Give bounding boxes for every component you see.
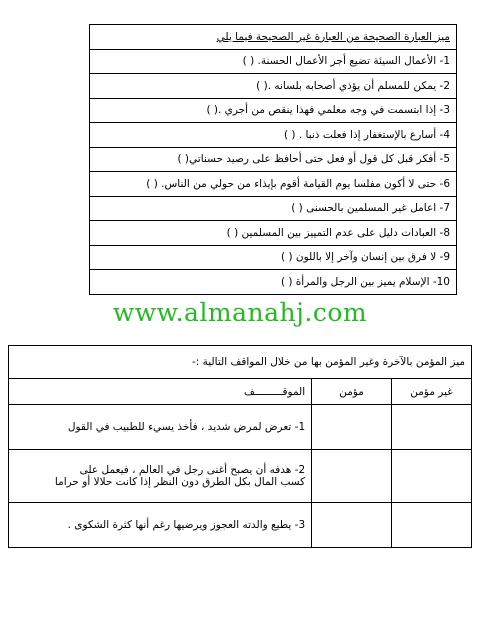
answer-nonbeliever-3[interactable]: [392, 503, 472, 548]
statement-1: 1- الأعمال السيئة تضيع أجر الأعمال الحسنة. ( ): [90, 49, 457, 74]
answer-nonbeliever-1[interactable]: [392, 405, 472, 450]
situation-3: [9, 503, 312, 548]
true-false-table: [89, 24, 457, 295]
situation-1-line1: 1- تعرض لمرض شديد ، فأخذ يسيء للطبيب في القول: [67, 421, 306, 433]
situation-3-line1: 3- يطيع والدته العجوز ويرضيها رغم أنها كثرة الشكوى .: [67, 519, 306, 531]
situation-2-line2: كسب المال بكل الطرق دون النظر إذا كانت حلالا أو حراما: [54, 476, 306, 488]
header-situation: الموقـــــــــف: [9, 379, 312, 405]
statement-2: 2- يمكن للمسلم أن يؤذي أصحابه بلسانه .( ): [90, 74, 457, 99]
statement-10: 10- الإسلام يميز بين الرجل والمرأة ( ): [90, 270, 457, 295]
section1-instruction: ميز العبارة الصحيحة من العبارة غير الصحيحة فيما يلي: [90, 25, 457, 50]
statement-6: 6- حتى لا أكون مفلسا يوم القيامة أقوم بإيذاء من حولي من الناس. ( ): [90, 172, 457, 197]
answer-believer-2[interactable]: [312, 450, 392, 503]
situation-2: [9, 450, 312, 503]
answer-believer-3[interactable]: [312, 503, 392, 548]
statement-3: 3- إذا ابتسمت في وجه معلمي فهذا ينقص من أجري .( ): [90, 98, 457, 123]
situation-2-line1: 2- هدفه أن يصبح أغنى رجل في العالم ، فيعمل على: [79, 464, 306, 476]
believer-classification-table: [8, 345, 472, 548]
answer-believer-1[interactable]: [312, 405, 392, 450]
statement-7: 7- اعامل غير المسلمين بالحسنى ( ): [90, 196, 457, 221]
statement-4: 4- أسارع بالإستغفار إذا فعلت ذنبا . ( ): [90, 123, 457, 148]
answer-nonbeliever-2[interactable]: [392, 450, 472, 503]
section2-instruction: ميز المؤمن بالآخرة وغير المؤمن بها من خلال المواقف التالية :-: [9, 346, 472, 379]
statement-8: 8- العبادات دليل على عدم التمييز بين المسلمين ( ): [90, 221, 457, 246]
statement-9: 9- لا فرق بين إنسان وآخر إلا باللون ( ): [90, 245, 457, 270]
situation-1: [9, 405, 312, 450]
header-believer: مؤمن: [312, 379, 392, 405]
statement-5: 5- أفكر قبل كل قول أو فعل حتى أحافظ على رصيد حسناتي( ): [90, 147, 457, 172]
watermark-text: www.almanahj.com: [112, 298, 368, 327]
header-nonbeliever: غير مؤمن: [392, 379, 472, 405]
